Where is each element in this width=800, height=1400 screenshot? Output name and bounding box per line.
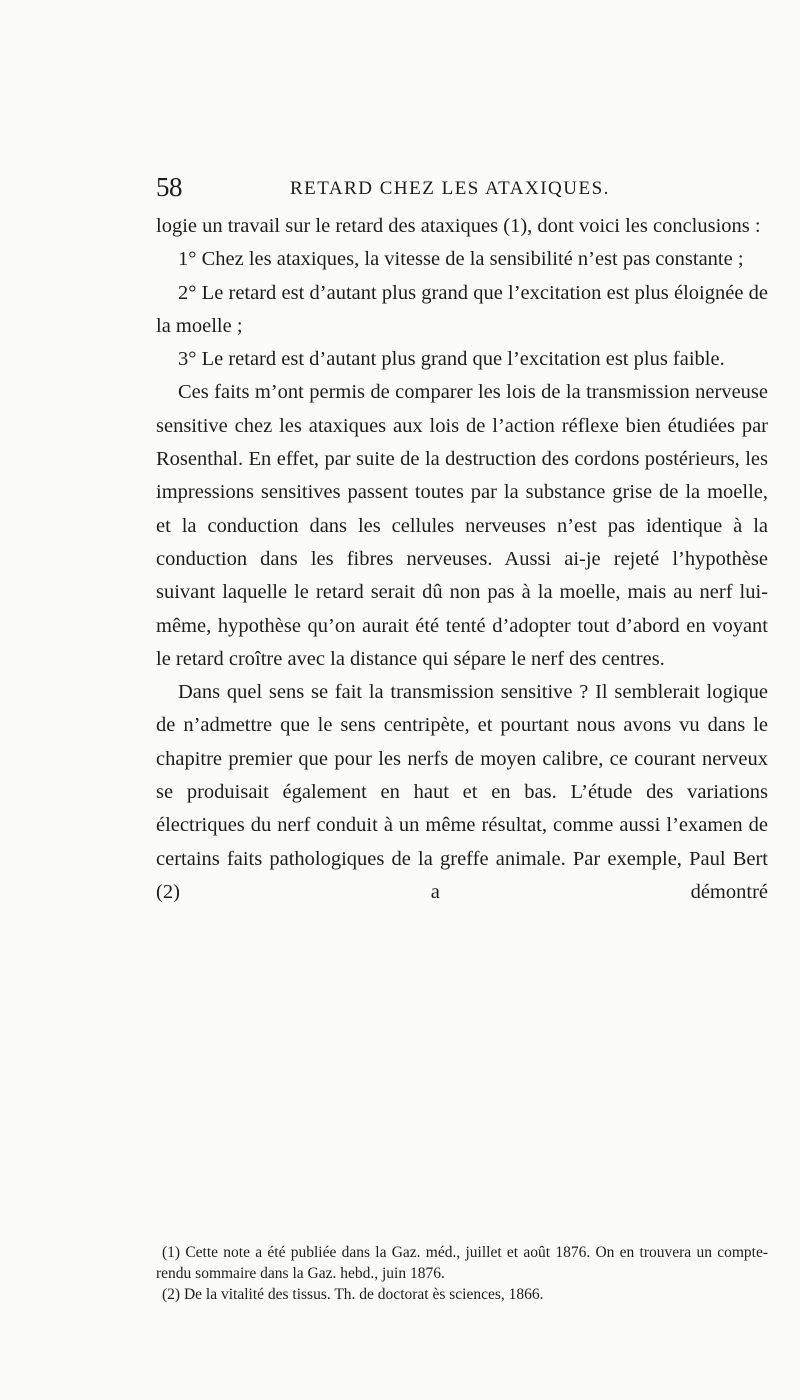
running-title: RETARD CHEZ LES ATAXIQUES. <box>290 178 610 199</box>
footnotes <box>156 1242 768 1305</box>
paragraph-rosenthal: Ces faits m’ont permis de comparer les lois de la transmission nerveuse sensitive chez les ataxiques aux lois de l’action réflexe bien étudiées par Rosenthal. En effet, par suite de la destruction des cordons postérieurs, les impressions sensitives passent toutes par la substance grise de la moelle, et la conduction dans les cellules nerveuses n’est pas identique à la conduction dans les fibres nerveuses. Aussi ai-je rejeté l’hypothèse suivant laquelle le retard serait dû non pas à la moelle, mais au nerf lui-même, hypothèse qu’on aurait été tenté d’adopter tout d’abord en voyant le retard croître avec la distance qui sépare le nerf des centres. <box>156 381 768 670</box>
page-header <box>156 172 756 202</box>
conclusion-item-1: 1° Chez les ataxiques, la vitesse de la sensibilité n’est pas constante ; <box>178 248 744 271</box>
body-text <box>156 210 768 909</box>
conclusion-item-2: 2° Le retard est d’autant plus grand que l’excitation est plus éloignée de la moelle ; <box>156 281 768 337</box>
conclusion-item-3: 3° Le retard est d’autant plus grand que l’excitation est plus faible. <box>178 348 725 371</box>
footnote-2: (2) De la vitalité des tissus. Th. de doctorat ès sciences, 1866. <box>162 1286 544 1303</box>
paragraph-transmission: Dans quel sens se fait la transmission sensitive ? Il semblerait logique de n’admettre que le sens centripète, et pourtant nous avons vu dans le chapitre premier que pour les nerfs de moyen calibre, ce courant nerveux se produisait également en haut et en bas. L’étude des variations électriques du nerf conduit à un même résultat, comme aussi l’examen de certains faits pathologiques de la greffe animale. Par exemple, Paul Bert (2) a démontré <box>156 681 768 903</box>
footnote-1: (1) Cette note a été publiée dans la Gaz. méd., juillet et août 1876. On en trouvera un compte-rendu sommaire dans la Gaz. hebd., juin 1876. <box>156 1244 768 1282</box>
page-number: 58 <box>156 172 182 202</box>
paragraph-intro: logie un travail sur le retard des ataxiques (1), dont voici les conclusions : <box>156 215 761 237</box>
